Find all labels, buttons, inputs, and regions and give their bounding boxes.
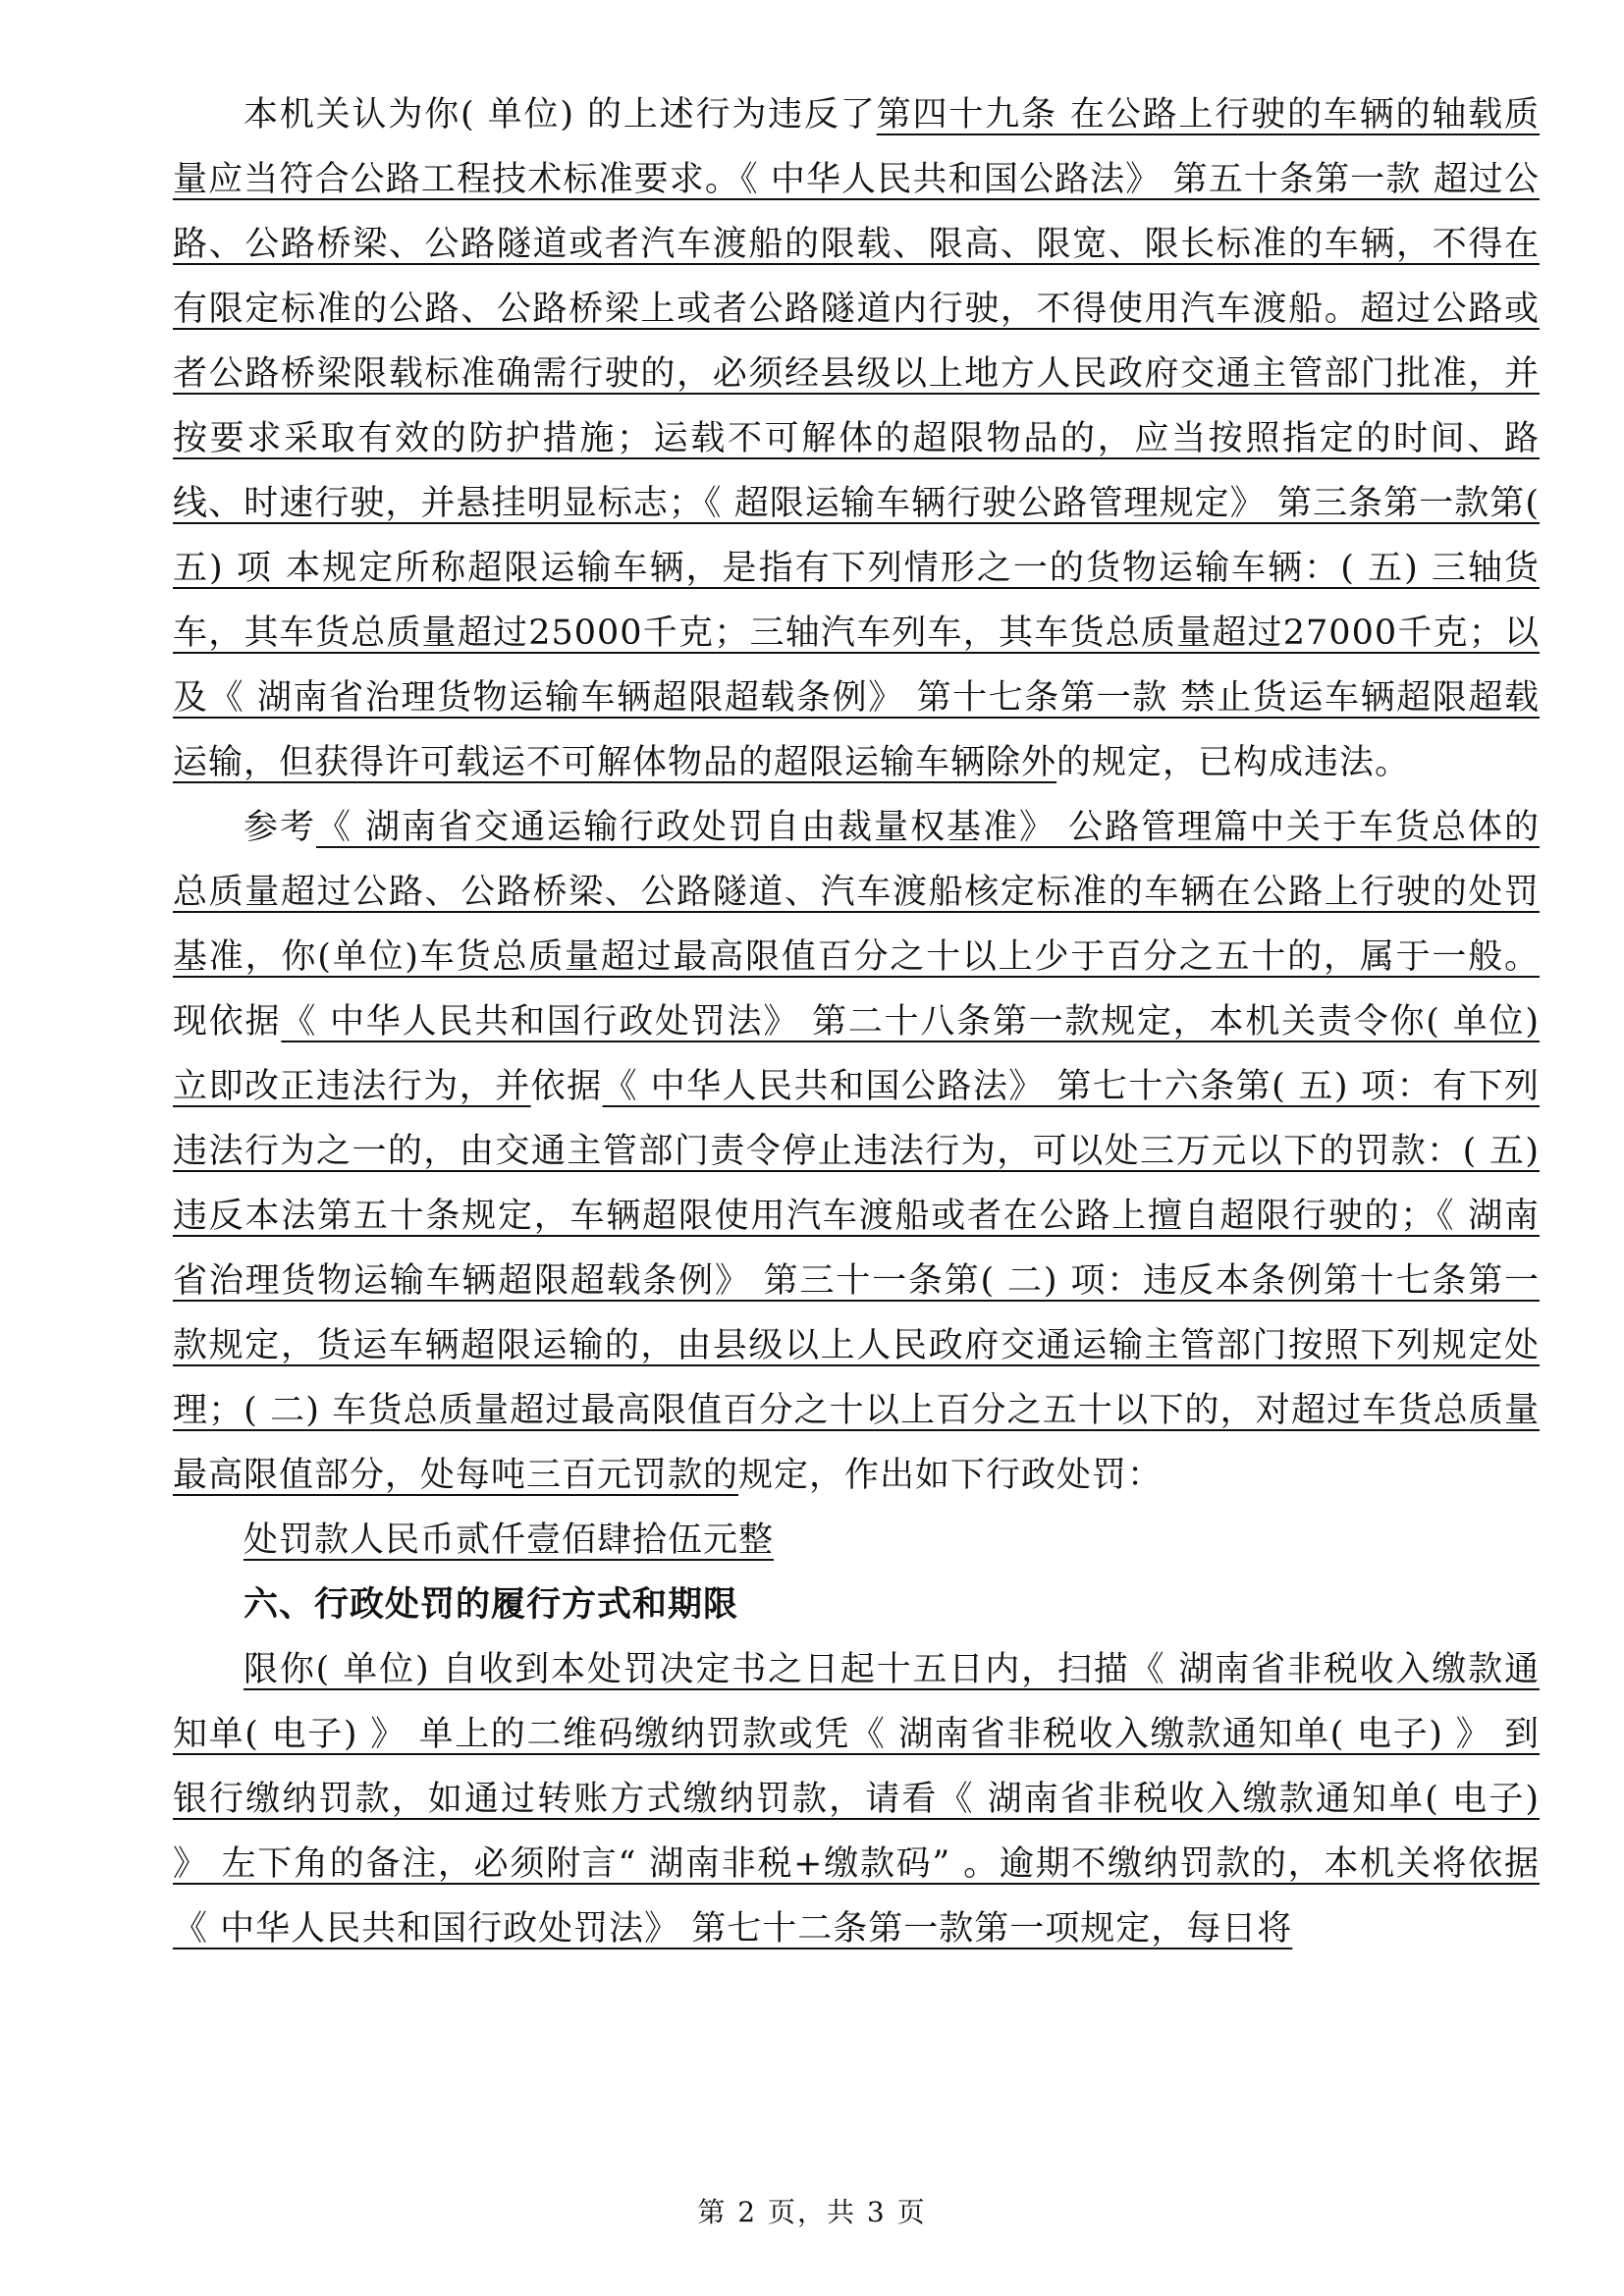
administrative-penalty-law-text: 《 中华人民共和国行政处罚法》 第二十八条第一款规定，本机关责令你( 单位) 立即改正违法行为，并	[173, 1002, 1540, 1106]
penalty-basis-tail: 规定，作出如下行政处罚：	[738, 1456, 1164, 1495]
penalty-basis-mid-2: 依据	[530, 1067, 603, 1106]
penalty-amount: 处罚款人民币贰仟壹佰肆拾伍元整	[244, 1521, 775, 1560]
discretion-standard-text: 《 湖南省交通运输行政处罚自由裁量权基准》 公路管理篇中关于车货总体的总质量超过公路、公路桥梁、公路隧道、汽车渡船核定标准的车辆在公路上行驶的处罚基准，你(单位)车货总质量超过最高限值百分之十以上少于百分之五十的，属于一般。	[173, 808, 1540, 977]
payment-paragraph	[173, 1637, 1540, 1961]
document-page	[173, 82, 1540, 1961]
violation-legal-basis: 第四十九条 在公路上行驶的车辆的轴载质量应当符合公路工程技术标准要求。《 中华人民共和国公路法》 第五十条第一款 超过公路、公路桥梁、公路隧道或者汽车渡船的限载、限高、限宽、限长标准的车辆，不得在有限定标准的公路、公路桥梁上或者公路隧道内行驶，不得使用汽车渡船。超过公路或者公路桥梁限载标准确需行驶的，必须经县级以上地方人民政府交通主管部门批准，并按要求采取有效的防护措施；运载不可解体的超限物品的，应当按照指定的时间、路线、时速行驶，并悬挂明显标志；《 超限运输车辆行驶公路管理规定》 第三条第一款第( 五) 项 本规定所称超限运输车辆，是指有下列情形之一的货物运输车辆：( 五) 三轴货车，其车货总质量超过25000千克；三轴汽车列车，其车货总质量超过27000千克；以及《 湖南省治理货物运输车辆超限超载条例》 第十七条第一款 禁止货运车辆超限超载运输，但获得许可载运不可解体物品的超限运输车辆除外	[173, 95, 1540, 782]
violation-paragraph	[173, 82, 1540, 795]
penalty-basis-mid-1: 现依据	[173, 1002, 282, 1041]
section-6-heading: 六、行政处罚的履行方式和期限	[244, 1584, 739, 1625]
violation-tail: 的规定，已构成违法。	[1056, 743, 1411, 782]
violation-lead: 本机关认为你( 单位) 的上述行为违反了	[244, 95, 877, 134]
highway-law-text: 《 中华人民共和国公路法》 第七十六条第( 五) 项：有下列违法行为之一的，由交通主管部门责令停止违法行为，可以处三万元以下的罚款：( 五) 违反本法第五十条规定，车辆超限使用汽车渡船或者在公路上擅自超限行驶的；《 湖南省治理货物运输车辆超限超载条例》 第三十一条第( 二) 项：违反本条例第十七条第一款规定，货运车辆超限运输的，由县级以上人民政府交通运输主管部门按照下列规定处理；( 二) 车货总质量超过最高限值百分之十以上百分之五十以下的，对超过车货总质量最高限值部分，处每吨三百元罚款的	[173, 1067, 1540, 1495]
page-number-footer: 第 2 页，共 3 页	[697, 2196, 927, 2228]
penalty-basis-lead: 参考	[244, 808, 316, 847]
payment-instructions: 限你( 单位) 自收到本处罚决定书之日起十五日内，扫描《 湖南省非税收入缴款通知单( 电子) 》 单上的二维码缴纳罚款或凭《 湖南省非税收入缴款通知单( 电子) 》 到银行缴纳罚款，如通过转账方式缴纳罚款，请看《 湖南省非税收入缴款通知单( 电子) 》 左下角的备注，必须附言“ 湖南非税+缴款码” 。逾期不缴纳罚款的，本机关将依据《 中华人民共和国行政处罚法》 第七十二条第一款第一项规定，每日将	[173, 1650, 1540, 1949]
penalty-basis-paragraph	[173, 795, 1540, 1508]
penalty-amount-paragraph	[173, 1508, 1540, 1573]
